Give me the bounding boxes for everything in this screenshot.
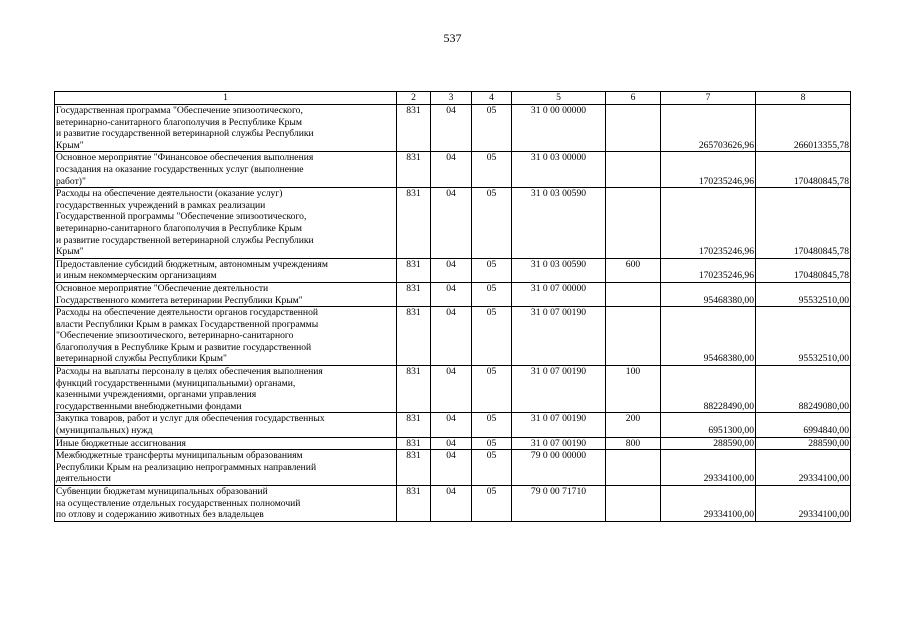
- section-cell: 04: [431, 437, 472, 450]
- header-cell-2: 2: [397, 92, 431, 105]
- amount-year-2-cell: 288590,00: [756, 437, 851, 450]
- row-name-cell: Государственная программа "Обеспечение эпизоотического, ветеринарно-санитарного благополучия в Республике Крым и развитие государственной ветеринарной службы Республики Крым": [55, 105, 397, 152]
- section-cell: 04: [431, 258, 472, 282]
- admin-code-cell: 831: [397, 437, 431, 450]
- expense-type-cell: [606, 282, 661, 306]
- table-row: [55, 413, 851, 437]
- subsection-cell: 05: [472, 307, 512, 366]
- subsection-cell: 05: [472, 105, 512, 152]
- amount-year-1-cell: 29334100,00: [661, 450, 756, 486]
- subsection-cell: 05: [472, 437, 512, 450]
- header-cell-7: 7: [661, 92, 756, 105]
- expense-type-cell: [606, 152, 661, 188]
- table-row: [55, 366, 851, 413]
- subsection-cell: 05: [472, 282, 512, 306]
- header-cell-5: 5: [512, 92, 606, 105]
- admin-code-cell: 831: [397, 188, 431, 259]
- section-cell: 04: [431, 366, 472, 413]
- subsection-cell: 05: [472, 366, 512, 413]
- amount-year-1-cell: 170235246,96: [661, 152, 756, 188]
- expense-type-cell: [606, 307, 661, 366]
- expense-type-cell: [606, 450, 661, 486]
- subsection-cell: 05: [472, 450, 512, 486]
- subsection-cell: 05: [472, 486, 512, 522]
- section-cell: 04: [431, 307, 472, 366]
- table-row: [55, 450, 851, 486]
- target-article-cell: 31 0 07 00190: [512, 307, 606, 366]
- amount-year-2-cell: 29334100,00: [756, 486, 851, 522]
- subsection-cell: 05: [472, 413, 512, 437]
- table-row: [55, 188, 851, 259]
- table-row: [55, 282, 851, 306]
- amount-year-2-cell: 6994840,00: [756, 413, 851, 437]
- expense-type-cell: [606, 486, 661, 522]
- admin-code-cell: 831: [397, 413, 431, 437]
- section-cell: 04: [431, 282, 472, 306]
- target-article-cell: 31 0 07 00190: [512, 437, 606, 450]
- budget-table: [54, 91, 851, 522]
- amount-year-2-cell: 95532510,00: [756, 307, 851, 366]
- table-row: [55, 486, 851, 522]
- target-article-cell: 31 0 07 00190: [512, 366, 606, 413]
- target-article-cell: 31 0 00 00000: [512, 105, 606, 152]
- row-name-cell: Расходы на обеспечение деятельности органов государственной власти Республики Крым в рамках Государственной программы "Обеспечение эпизоотического, ветеринарно-санитарного благополучия в Республике Крым и развитие государственной ветеринарной службы Республики Крым": [55, 307, 397, 366]
- table-row: [55, 105, 851, 152]
- table-row: [55, 437, 851, 450]
- section-cell: 04: [431, 413, 472, 437]
- amount-year-1-cell: 95468380,00: [661, 282, 756, 306]
- target-article-cell: 79 0 00 00000: [512, 450, 606, 486]
- row-name-cell: Закупка товаров, работ и услуг для обеспечения государственных (муниципальных) нужд: [55, 413, 397, 437]
- admin-code-cell: 831: [397, 486, 431, 522]
- amount-year-2-cell: 88249080,00: [756, 366, 851, 413]
- amount-year-2-cell: 170480845,78: [756, 188, 851, 259]
- amount-year-1-cell: 170235246,96: [661, 258, 756, 282]
- amount-year-2-cell: 95532510,00: [756, 282, 851, 306]
- header-cell-4: 4: [472, 92, 512, 105]
- expense-type-cell: 200: [606, 413, 661, 437]
- target-article-cell: 31 0 07 00000: [512, 282, 606, 306]
- amount-year-1-cell: 288590,00: [661, 437, 756, 450]
- admin-code-cell: 831: [397, 105, 431, 152]
- expense-type-cell: 800: [606, 437, 661, 450]
- subsection-cell: 05: [472, 188, 512, 259]
- amount-year-2-cell: 266013355,78: [756, 105, 851, 152]
- expense-type-cell: [606, 105, 661, 152]
- target-article-cell: 31 0 07 00190: [512, 413, 606, 437]
- admin-code-cell: 831: [397, 152, 431, 188]
- target-article-cell: 31 0 03 00590: [512, 188, 606, 259]
- row-name-cell: Межбюджетные трансферты муниципальным образованиям Республики Крым на реализацию непрограммных направлений деятельности: [55, 450, 397, 486]
- row-name-cell: Основное мероприятие "Финансовое обеспечения выполнения госзадания на оказание государственных услуг (выполнение работ)": [55, 152, 397, 188]
- amount-year-1-cell: 95468380,00: [661, 307, 756, 366]
- amount-year-1-cell: 170235246,96: [661, 188, 756, 259]
- header-cell-8: 8: [756, 92, 851, 105]
- header-cell-6: 6: [606, 92, 661, 105]
- table-row: [55, 152, 851, 188]
- page-number: 537: [443, 31, 462, 45]
- subsection-cell: 05: [472, 258, 512, 282]
- section-cell: 04: [431, 486, 472, 522]
- admin-code-cell: 831: [397, 282, 431, 306]
- section-cell: 04: [431, 188, 472, 259]
- row-name-cell: Иные бюджетные ассигнования: [55, 437, 397, 450]
- admin-code-cell: 831: [397, 307, 431, 366]
- admin-code-cell: 831: [397, 450, 431, 486]
- row-name-cell: Расходы на обеспечение деятельности (оказание услуг) государственных учреждений в рамках реализации Государственной программы "Обеспечение эпизоотического, ветеринарно-санитарного благополучия в Республике Крым и развитие государственной ветеринарной службы Республики Крым": [55, 188, 397, 259]
- amount-year-1-cell: 29334100,00: [661, 486, 756, 522]
- amount-year-2-cell: 170480845,78: [756, 258, 851, 282]
- header-row: [55, 92, 851, 105]
- row-name-cell: Субвенции бюджетам муниципальных образований на осуществление отдельных государственных полномочий по отлову и содержанию животных без владельцев: [55, 486, 397, 522]
- section-cell: 04: [431, 450, 472, 486]
- admin-code-cell: 831: [397, 366, 431, 413]
- row-name-cell: Предоставление субсидий бюджетным, автономным учреждениям и иным некоммерческим организациям: [55, 258, 397, 282]
- header-cell-1: 1: [55, 92, 397, 105]
- section-cell: 04: [431, 105, 472, 152]
- target-article-cell: 31 0 03 00590: [512, 258, 606, 282]
- table-row: [55, 258, 851, 282]
- expense-type-cell: 100: [606, 366, 661, 413]
- expense-type-cell: 600: [606, 258, 661, 282]
- subsection-cell: 05: [472, 152, 512, 188]
- row-name-cell: Основное мероприятие "Обеспечение деятельности Государственного комитета ветеринарии Республики Крым": [55, 282, 397, 306]
- amount-year-2-cell: 29334100,00: [756, 450, 851, 486]
- amount-year-1-cell: 88228490,00: [661, 366, 756, 413]
- row-name-cell: Расходы на выплаты персоналу в целях обеспечения выполнения функций государственными (муниципальными) органами, казенными учреждениями, органами управления государственными внебюджетными фондами: [55, 366, 397, 413]
- amount-year-1-cell: 6951300,00: [661, 413, 756, 437]
- table-body: [55, 92, 851, 522]
- amount-year-1-cell: 265703626,96: [661, 105, 756, 152]
- table-row: [55, 307, 851, 366]
- amount-year-2-cell: 170480845,78: [756, 152, 851, 188]
- section-cell: 04: [431, 152, 472, 188]
- admin-code-cell: 831: [397, 258, 431, 282]
- header-cell-3: 3: [431, 92, 472, 105]
- target-article-cell: 79 0 00 71710: [512, 486, 606, 522]
- expense-type-cell: [606, 188, 661, 259]
- target-article-cell: 31 0 03 00000: [512, 152, 606, 188]
